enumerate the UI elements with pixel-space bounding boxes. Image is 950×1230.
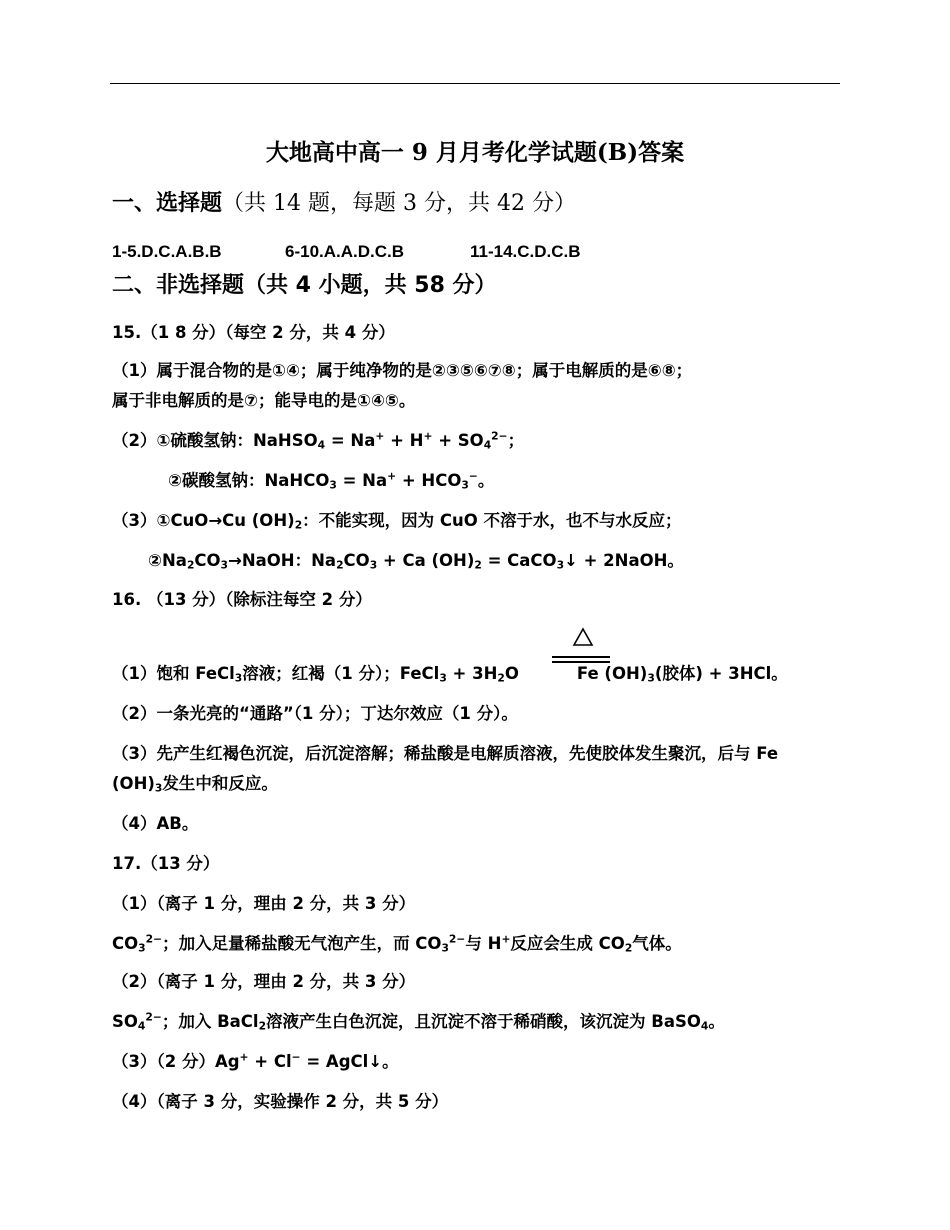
page-title: 大地高中高一 9 月月考化学试题(B)答案 [265,139,685,166]
section-2-heading: 二、非选择题（共 4 小题，共 58 分） [112,273,497,298]
answers-6-10: 6-10.A.A.D.C.B [285,242,405,261]
q17-header: 17.（13 分） [112,854,220,873]
q16-part3-line2: $(OH)_3$发生中和反应。 [112,774,278,795]
q16-part1: （1）饱和 FeCl$_3$溶液；红褐（1 分）；FeCl$_3$ + $3H_2O$ Fe $(OH)_3$(胶体) + 3HCl。 [112,664,788,685]
q17-part2-text: $SO_4^{2-}$；加入 BaCl$_2$溶液产生白色沉淀，且沉淀不溶于稀硝酸，该沉淀为 BaSO$_4$。 [112,1010,725,1033]
q16-part3-line1: （3）先产生红褐色沉淀，后沉淀溶解；稀盐酸是电解质溶液，先使胶体发生聚沉，后与 Fe [112,744,779,763]
q17-part4-header: （4）（离子 3 分，实验操作 2 分，共 5 分） [112,1092,449,1111]
q15-part3-line2: $②Na_2CO_3\to NaOH$：$Na_2CO_3 + Ca$ $(OH)_2$ = CaCO$_3$↓ + 2NaOH。 [148,551,684,572]
answers-11-14: 11-14.C.D.C.B [470,242,581,261]
q17-part3: （3）（2 分）Ag+ + Cl− = AgCl↓。 [112,1050,399,1071]
q15-part2-line1: （2）①硫酸氢钠：NaHSO$_4$ = $Na^+ + H^+ + SO_4^{2-}$； [112,429,525,452]
q16-part4: （4）AB。 [112,814,199,833]
q17-part2-header: （2）（离子 1 分，理由 2 分，共 3 分） [112,972,416,991]
q15-part3-line1: （3）①CuO→Cu $(OH)_2$：不能实现，因为 CuO 不溶于水，也不与水反应； [112,511,682,532]
top-rule [110,83,840,84]
q15-part2-line2: ②碳酸氢钠：NaHCO$_3$ = $Na^+ + HCO_3^-$。 [168,469,495,492]
q15-part1-line2: 属于非电解质的是⑦；能导电的是①④⑤。 [112,391,416,410]
q16-part2: （2）一条光亮的“通路”（1 分）；丁达尔效应（1 分）。 [112,704,518,723]
q17-part1-text: $CO_3^{2-}$；加入足量稀盐酸无气泡产生，而 $CO_3^{2-}$与 H+反应会生成 $CO_2$气体。 [112,932,682,955]
section-1-heading: 一、选择题（共 14 题，每题 3 分，共 42 分） [112,190,576,216]
answers-1-5: 1-5.D.C.A.B.B [112,242,222,261]
q15-header: 15.（1 8 分）（每空 2 分，共 4 分） [112,323,395,342]
equation-bar-top [552,656,610,658]
heat-triangle-icon [572,627,594,647]
q15-part1-line1: （1）属于混合物的是①④；属于纯净物的是②③⑤⑥⑦⑧；属于电解质的是⑥⑧； [112,361,693,380]
q17-part1-header: （1）（离子 1 分，理由 2 分，共 3 分） [112,894,416,913]
q16-header: 16. （13 分）（除标注每空 2 分） [112,590,372,609]
